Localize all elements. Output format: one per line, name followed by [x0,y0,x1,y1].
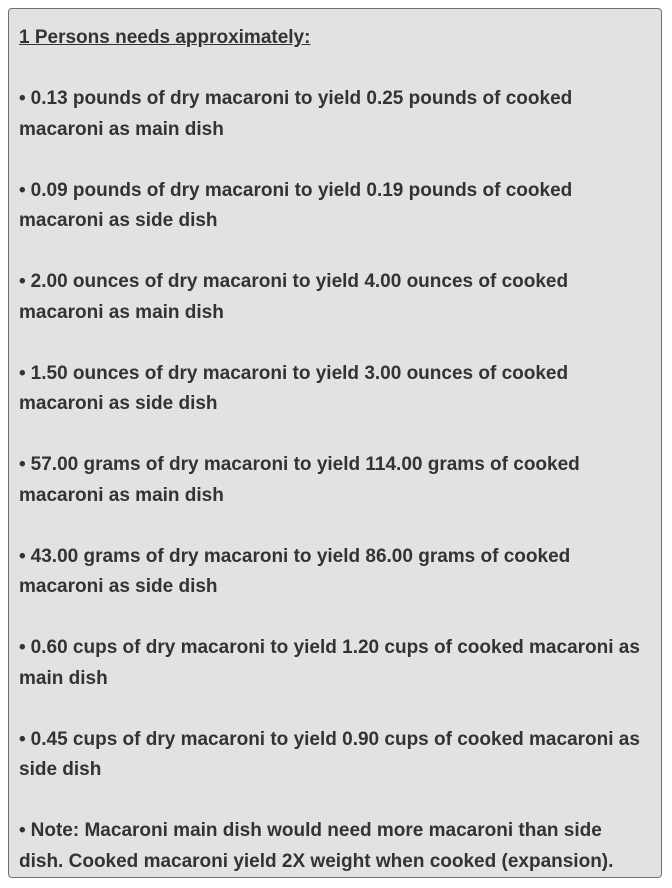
list-item [19,450,651,511]
list-item-text: 0.13 pounds of dry macaroni to yield 0.25 pounds of cooked macaroni as main dish [19,88,573,140]
serving-list [19,84,651,877]
list-item-text: 2.00 ounces of dry macaroni to yield 4.00 ounces of cooked macaroni as main dish [19,271,569,323]
list-item [19,359,651,420]
box-heading: 1 Persons needs approximately: [19,27,311,48]
list-item-text: 57.00 grams of dry macaroni to yield 114.00 grams of cooked macaroni as main dish [19,454,580,506]
list-item [19,542,651,603]
bullet-icon: • [19,88,26,109]
bullet-icon: • [19,637,26,658]
list-item-text: 1.50 ounces of dry macaroni to yield 3.00 ounces of cooked macaroni as side dish [19,362,569,414]
list-item [19,633,651,694]
bullet-icon: • [19,454,26,475]
list-item-text: 0.09 pounds of dry macaroni to yield 0.19 pounds of cooked macaroni as side dish [19,179,573,231]
bullet-icon: • [19,271,26,292]
note-text: Note: Macaroni main dish would need more macaroni than side dish. Cooked macaroni yield 2X weight when cooked (expansion). [19,820,614,872]
bullet-icon: • [19,545,26,567]
list-item-text: 43.00 grams of dry macaroni to yield 86.00 grams of cooked macaroni as side dish [19,545,571,597]
bullet-icon: • [19,820,26,841]
bullet-icon: • [19,728,26,750]
list-item [19,176,651,237]
list-item [19,267,651,328]
list-item-text: 0.60 cups of dry macaroni to yield 1.20 cups of cooked macaroni as main dish [19,637,640,689]
note-item [19,816,651,877]
macaroni-serving-info-box [8,8,662,878]
bullet-icon: • [19,179,26,201]
list-item [19,84,651,145]
bullet-icon: • [19,362,26,384]
list-item [19,725,651,786]
list-item-text: 0.45 cups of dry macaroni to yield 0.90 cups of cooked macaroni as side dish [19,728,640,780]
